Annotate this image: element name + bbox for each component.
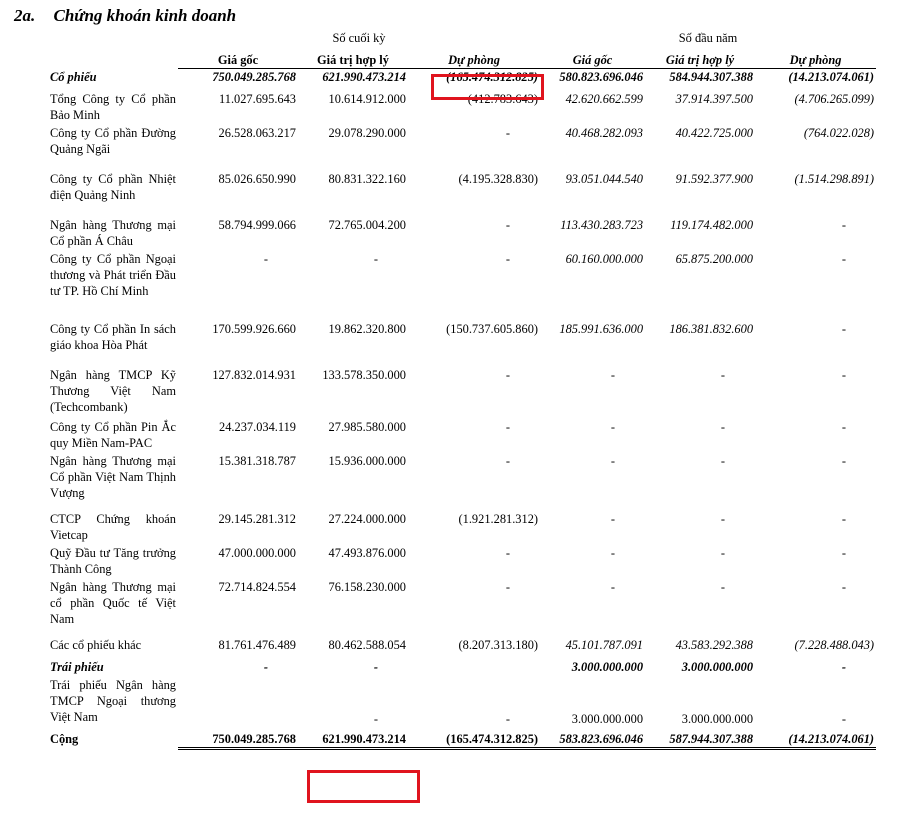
cell-fair-start: - [720,545,726,560]
row-label: Công ty Cổ phần Nhiệt điện Quảng Ninh [50,171,176,202]
row-label: Công ty Cổ phần Đường Quảng Ngãi [50,125,176,156]
table-row [48,125,876,171]
row-label: Ngân hàng Thương mại Cổ phần Việt Nam Thịnh Vượng [50,453,176,500]
cell-cost-start: - [610,453,616,468]
cell-fair-end: - [373,659,378,674]
row-label: Công ty Cổ phần Ngoại thương và Phát triển Đầu tư TP. Hồ Chí Minh [50,251,176,298]
group-header-row [48,30,876,46]
cell-cost-end: 72.714.824.554 [218,579,296,594]
row-label: CTCP Chứng khoán Vietcap [50,511,176,542]
section-heading: Chứng khoán kinh doanh [53,6,237,25]
cell-fair-start: - [720,511,726,526]
cell-fair-end: 19.862.320.800 [328,321,406,336]
cell-prov-start: - [841,367,847,382]
cell-prov-start: (14.213.074.061) [755,727,876,749]
cell-prov-start: - [841,711,847,726]
cell-fair-start: 43.583.292.388 [675,637,754,652]
cell-prov-start: - [841,579,847,594]
cell-cost-end: 127.832.014.931 [212,367,296,382]
cell-cost-start: 583.823.696.046 [540,727,645,749]
row-label: Cổ phiếu [50,69,97,84]
table-row [48,251,876,321]
cell-fair-start: - [720,419,726,434]
cell-fair-end: 47.493.876.000 [328,545,406,560]
cell-prov-end: - [505,251,511,266]
cell-prov-end: - [505,367,511,382]
cell-cost-start: 3.000.000.000 [571,711,644,726]
cell-fair-end: 80.462.588.054 [328,637,406,652]
cell-prov-start: - [841,251,847,266]
cell-prov-end: (1.921.281.312) [458,511,539,526]
table-row [48,419,876,453]
row-label: Công ty Cổ phần Pin Ắc quy Miền Nam-PAC [50,419,176,450]
cell-cost-end: - [263,659,268,674]
cell-prov-end: - [505,711,511,726]
cell-cost-start: 185.991.636.000 [559,321,644,336]
total-row [48,727,876,749]
row-label: Công ty Cổ phần In sách giáo khoa Hòa Phát [50,321,176,352]
cell-cost-start: 3.000.000.000 [571,659,644,674]
row-label: Cộng [50,731,79,746]
cell-cost-start: - [610,511,616,526]
cell-prov-start: - [841,321,847,336]
bond-item-row [48,677,876,727]
cell-fair-end: - [373,251,378,266]
cell-fair-start: 65.875.200.000 [675,251,754,266]
cell-prov-end: (8.207.313.180) [458,637,539,652]
start-year-header: Số đầu năm [678,31,738,45]
cell-fair-end: 80.831.322.160 [328,171,406,186]
row-label: Các cổ phiếu khác [50,637,142,652]
cell-cost-end: 15.381.318.787 [218,453,296,468]
cell-cost-end: 29.145.281.312 [218,511,296,526]
cell-fair-start: - [720,579,726,594]
cell-fair-start: 587.944.307.388 [645,727,755,749]
cell-prov-end: - [505,217,511,232]
cell-prov-start: - [841,545,847,560]
cell-cost-start: - [610,419,616,434]
cell-cost-start: - [610,545,616,560]
cell-prov-end: (4.195.328.830) [458,171,539,186]
cell-cost-start: - [610,579,616,594]
cell-cost-start: 42.620.662.599 [565,91,644,106]
cell-fair-end: 29.078.290.000 [328,125,406,140]
table-row [48,171,876,217]
table-row [48,511,876,545]
cell-prov-start: (764.022.028) [803,125,875,140]
cell-cost-end: - [263,251,268,266]
cell-prov-end: - [505,579,511,594]
cell-cost-end: 81.761.476.489 [218,637,296,652]
table-row [48,453,876,511]
row-label: Tổng Công ty Cổ phần Bảo Minh [50,91,176,122]
row-label: Trái phiếu [50,659,104,674]
table-row [48,579,876,637]
cell-cost-end: 170.599.926.660 [212,321,296,336]
row-label: Ngân hàng Thương mại Cổ phần Á Châu [50,217,176,248]
cell-cost-end: 750.049.285.768 [212,70,296,84]
highlight-box-provision [431,74,544,100]
cell-cost-start: 113.430.283.723 [560,217,644,232]
cell-fair-start: 584.944.307.388 [669,70,754,84]
cell-prov-end: - [505,419,511,434]
row-label: Quỹ Đầu tư Tăng trưởng Thành Công [50,545,176,576]
cell-cost-start: 40.468.282.093 [565,125,644,140]
row-label: Trái phiếu Ngân hàng TMCP Ngoại thương Việt Nam [50,677,176,724]
table-row [48,545,876,579]
cell-fair-end: 621.990.473.214 [322,70,406,84]
cell-fair-start: 37.914.397.500 [675,91,754,106]
col-cost-start: Giá gốc [540,46,645,69]
cell-fair-end: 621.990.473.214 [298,727,408,749]
cell-fair-end: - [373,711,378,726]
cell-prov-start: (1.514.298.891) [794,171,875,186]
cell-cost-end: 24.237.034.119 [219,419,296,434]
col-fair-start: Giá trị hợp lý [645,46,755,69]
section-number: 2a. [14,6,36,25]
cell-cost-end: 750.049.285.768 [178,727,298,749]
cell-cost-end: 58.794.999.066 [218,217,296,232]
cell-fair-start: 40.422.725.000 [675,125,754,140]
cell-cost-start: - [610,367,616,382]
cell-cost-end: 47.000.000.000 [218,545,296,560]
col-prov-end: Dự phòng [408,46,540,69]
cell-fair-start: 3.000.000.000 [681,711,754,726]
col-fair-end: Giá trị hợp lý [298,46,408,69]
cell-fair-start: 3.000.000.000 [681,659,754,674]
cell-prov-end: - [505,125,511,140]
col-prov-start: Dự phòng [755,46,876,69]
cell-cost-start: 60.160.000.000 [565,251,644,266]
table-row [48,367,876,419]
row-label: Ngân hàng TMCP Kỹ Thương Việt Nam (Techcombank) [50,367,176,414]
table-row [48,217,876,251]
cell-fair-start: 91.592.377.900 [675,171,754,186]
cell-prov-end: - [505,453,511,468]
col-cost-end: Giá gốc [178,46,298,69]
cell-prov-start: - [841,659,847,674]
cell-prov-end: - [505,545,511,560]
cell-prov-start: - [841,217,847,232]
cell-prov-start: (14.213.074.061) [788,70,875,84]
row-label: Ngân hàng Thương mại cổ phần Quốc tế Việt Nam [50,579,176,626]
cell-prov-end [408,659,540,677]
cell-prov-end: (150.737.605.860) [446,321,539,336]
cell-prov-end: (165.474.312.825) [446,70,539,84]
cell-cost-start: 580.823.696.046 [559,70,644,84]
highlight-box-total-fair-value [307,770,420,803]
cell-cost-start: 45.101.787.091 [565,637,644,652]
cell-fair-start: - [720,453,726,468]
table-row [48,637,876,659]
cell-fair-end: 27.224.000.000 [328,511,406,526]
cell-prov-start: - [841,419,847,434]
cell-fair-end: 15.936.000.000 [328,453,406,468]
cell-fair-start: 186.381.832.600 [669,321,754,336]
column-header-row [48,46,876,69]
cell-prov-start: - [841,453,847,468]
cell-fair-start: 119.174.482.000 [670,217,754,232]
end-period-header: Số cuối kỳ [332,31,386,45]
cell-fair-end: 27.985.580.000 [328,419,406,434]
trading-securities-table [48,30,876,750]
cell-cost-start: 93.051.044.540 [565,171,644,186]
cell-fair-end: 72.765.004.200 [328,217,406,232]
cell-prov-start: (7.228.488.043) [794,637,875,652]
section-title [14,6,236,26]
bonds-row [48,659,876,677]
cell-cost-end: 85.026.650.990 [218,171,296,186]
cell-cost-end [178,677,298,727]
cell-prov-end: (165.474.312.825) [408,727,540,749]
cell-fair-start: - [720,367,726,382]
cell-fair-end: 10.614.912.000 [328,91,406,106]
cell-prov-start: (4.706.265.099) [794,91,875,106]
cell-prov-start: - [841,511,847,526]
cell-cost-end: 11.027.695.643 [219,91,296,106]
table-row [48,321,876,367]
cell-cost-end: 26.528.063.217 [218,125,296,140]
cell-fair-end: 76.158.230.000 [328,579,406,594]
cell-prov-end: (412.783.643) [467,91,539,106]
cell-fair-end: 133.578.350.000 [322,367,406,382]
